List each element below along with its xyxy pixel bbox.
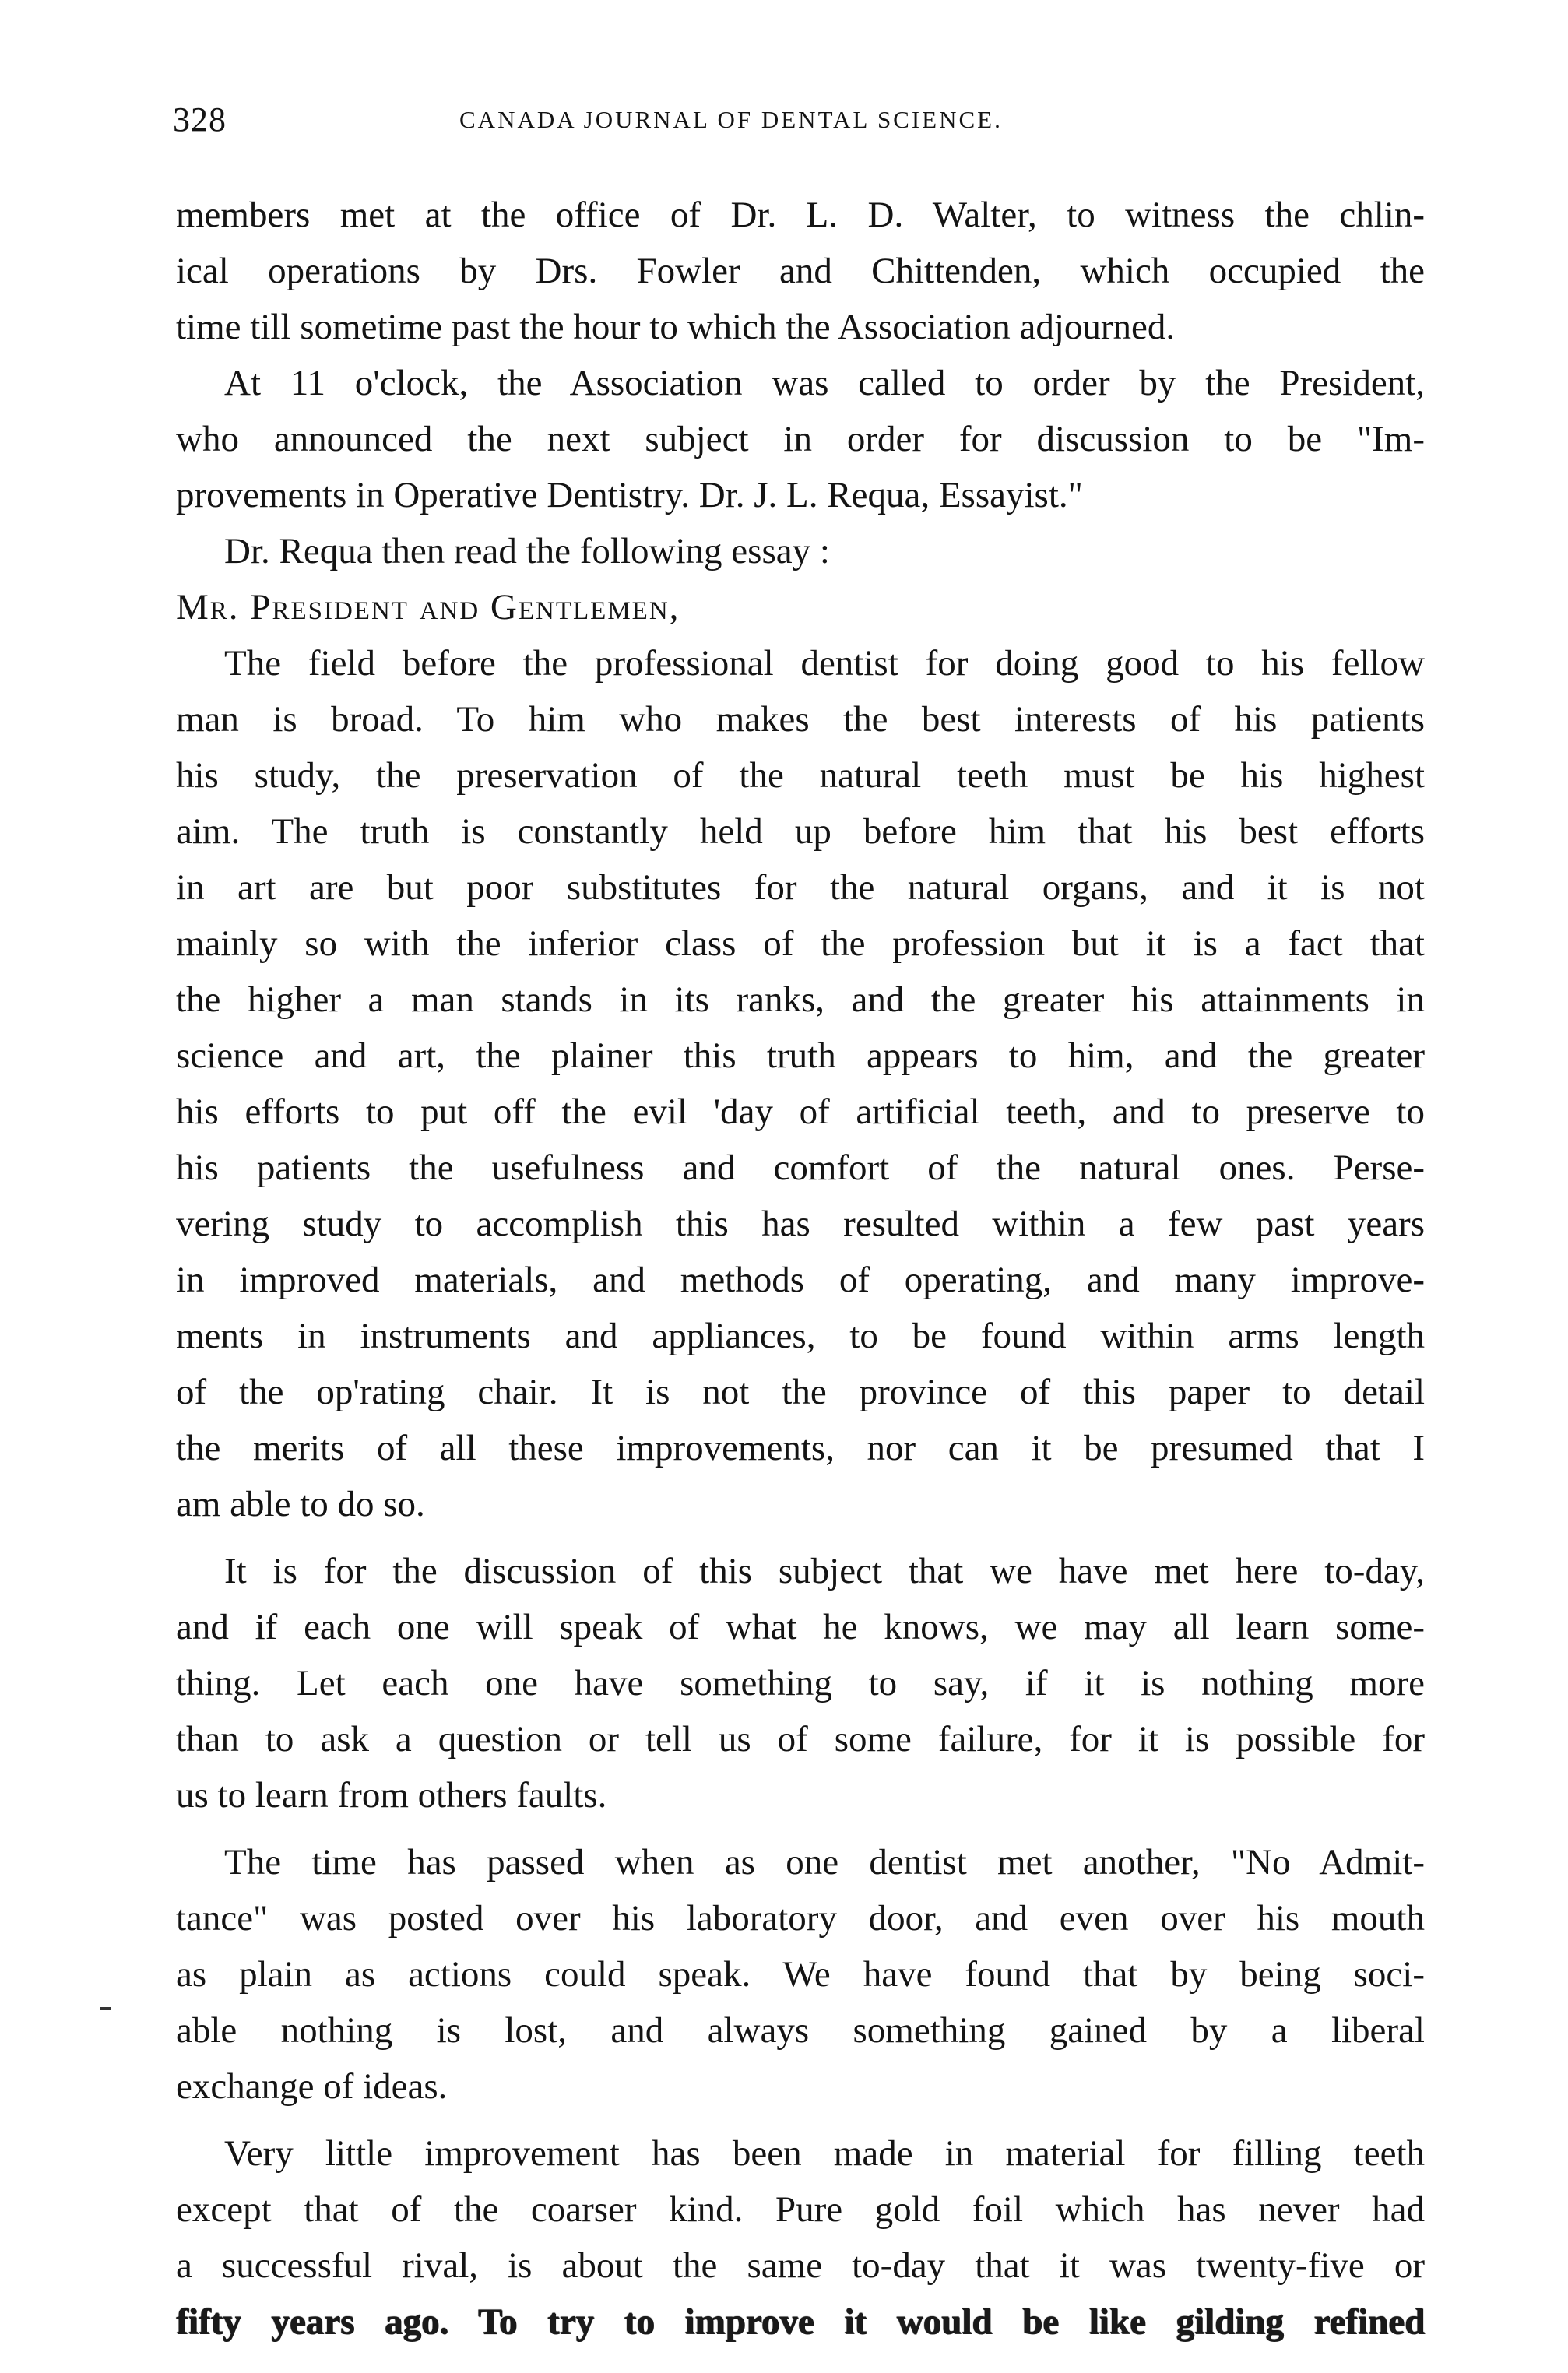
paragraph <box>176 187 1425 355</box>
text-line: thing. Let each one have something to say, if it is nothing more <box>176 1663 1425 1703</box>
body-text <box>176 187 1425 2350</box>
text-line: than to ask a question or tell us of some failure, for it is possible for <box>176 1719 1425 1760</box>
text-line: Very little improvement has been made in material for filling teeth <box>224 2133 1425 2174</box>
text-line: members met at the office of Dr. L. D. Walter, to witness the chlin- <box>176 195 1425 235</box>
text-line: ical operations by Drs. Fowler and Chittenden, which occupied the <box>176 251 1425 291</box>
text-line: provements in Operative Dentistry. Dr. J. L. Requa, Essayist." <box>176 475 1083 515</box>
text-line: his efforts to put off the evil 'day of artificial teeth, and to preserve to <box>176 1092 1425 1132</box>
text-line: The time has passed when as one dentist met another, "No Admit- <box>224 1842 1425 1883</box>
paragraph <box>176 2125 1425 2350</box>
text-line: and if each one will speak of what he knows, we may all learn some- <box>176 1607 1425 1647</box>
text-line: the higher a man stands in its ranks, and the greater his attainments in <box>176 979 1425 1020</box>
text-line: time till sometime past the hour to which the Association adjourned. <box>176 307 1176 347</box>
text-line: The field before the professional dentist for doing good to his fellow <box>224 643 1425 684</box>
text-line: ments in instruments and appliances, to be found within arms length <box>176 1316 1425 1356</box>
text-line: as plain as actions could speak. We have found that by being soci- <box>176 1954 1425 1995</box>
text-line: At 11 o'clock, the Association was called to order by the President, <box>224 363 1425 403</box>
paragraph-gap <box>176 2115 1425 2125</box>
text-line: in improved materials, and methods of operating, and many improve- <box>176 1260 1425 1300</box>
text-line: able nothing is lost, and always something gained by a liberal <box>176 2010 1425 2051</box>
text-line: Mr. President and Gentlemen, <box>176 587 680 628</box>
paragraph <box>176 1543 1425 1823</box>
text-line: who announced the next subject in order for discussion to be "Im- <box>176 419 1425 459</box>
text-line: am able to do so. <box>176 1484 425 1524</box>
page-number: 328 <box>173 100 227 139</box>
salutation <box>176 579 1425 635</box>
text-line: his patients the usefulness and comfort of the natural ones. Perse- <box>176 1148 1425 1188</box>
text-line: mainly so with the inferior class of the profession but it is a fact that <box>176 923 1425 964</box>
text-line: exchange of ideas. <box>176 2066 448 2107</box>
text-line: It is for the discussion of this subject that we have met here to-day, <box>224 1551 1425 1591</box>
text-line: fifty years ago. To try to improve it would be like gilding refined <box>176 2301 1425 2342</box>
text-line: the merits of all these improvements, nor can it be presumed that I <box>176 1428 1425 1468</box>
margin-mark <box>100 2007 111 2010</box>
paragraph <box>176 1834 1425 2115</box>
text-line: his study, the preservation of the natural teeth must be his highest <box>176 755 1425 796</box>
text-line: us to learn from others faults. <box>176 1775 607 1816</box>
text-line: except that of the coarser kind. Pure gold foil which has never had <box>176 2189 1425 2230</box>
running-head <box>173 100 1434 146</box>
text-line: aim. The truth is constantly held up before him that his best efforts <box>176 811 1425 852</box>
paragraph-gap <box>176 1823 1425 1834</box>
text-line: vering study to accomplish this has resulted within a few past years <box>176 1204 1425 1244</box>
text-line: a successful rival, is about the same to-day that it was twenty-five or <box>176 2245 1425 2286</box>
paragraph <box>176 635 1425 1532</box>
text-line: man is broad. To him who makes the best interests of his patients <box>176 699 1425 740</box>
text-line: science and art, the plainer this truth appears to him, and the greater <box>176 1035 1425 1076</box>
paragraph <box>176 355 1425 523</box>
text-line: tance" was posted over his laboratory door, and even over his mouth <box>176 1898 1425 1939</box>
paragraph-gap <box>176 1532 1425 1543</box>
text-line: of the op'rating chair. It is not the province of this paper to detail <box>176 1372 1425 1412</box>
text-line: in art are but poor substitutes for the natural organs, and it is not <box>176 867 1425 908</box>
journal-title: CANADA JOURNAL OF DENTAL SCIENCE. <box>459 106 1003 133</box>
text-line: Dr. Requa then read the following essay : <box>224 531 830 571</box>
paragraph <box>176 523 1425 579</box>
